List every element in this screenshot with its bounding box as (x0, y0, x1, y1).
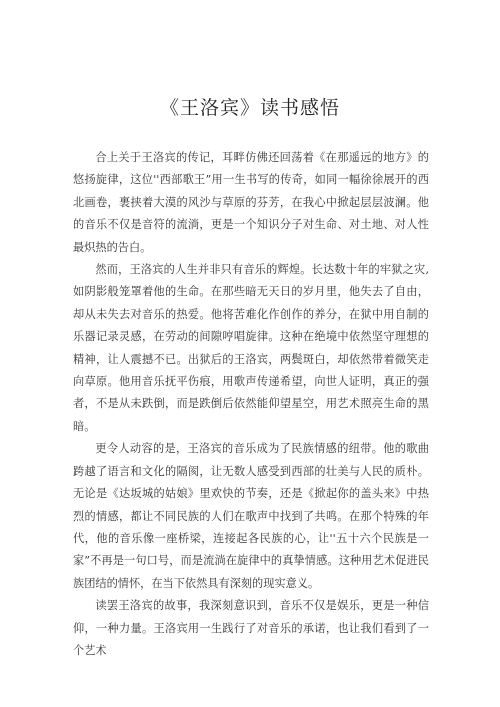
body-text (73, 147, 429, 662)
paragraph-3: 更令人动容的是，王洛宾的音乐成为了民族情感的纽带。他的歌曲跨越了语言和文化的隔阂，让无数人感受到西部的壮美与人民的质朴。无论是《达坂城的姑娘》里欢快的节奏，还是《掀起你的盖头来》中热烈的情感，都让不同民族的人们在歌声中找到了共鸣。在那个特殊的年代，他的音乐像一座桥梁，连接起各民族的心，让''五十六个民族是一家”不再是一句口号，而是流淌在旋律中的真挚情感。这种用艺术促进民族团结的情怀，在当下依然具有深刻的现实意义。 (73, 442, 429, 590)
paragraph-1: 合上关于王洛宾的传记，耳畔仿佛还回荡着《在那遥远的地方》的悠扬旋律，这位''西部歌王”用一生书写的传奇，如同一幅徐徐展开的西北画卷，裹挟着大漠的风沙与草原的芬芳，在我心中掀起层层波澜。他的音乐不仅是音符的流淌，更是一个知识分子对生命、对土地、对人性最炽热的告白。 (73, 151, 429, 254)
paragraph-2: 然而，王洛宾的人生并非只有音乐的辉煌。长达数十年的牢狱之灾,如阴影般笼罩着他的生命。在那些暗无天日的岁月里，他失去了自由，却从未失去对音乐的热爱。他将苦难化作创作的养分，在狱中用自制的乐器记录灵感，在劳动的间隙哼唱旋律。这种在绝境中依然坚守理想的精神，让人震撼不已。出狱后的王洛宾，两鬓斑白，却依然带着微笑走向草原。他用音乐抚平伤痕，用歌声传递希望，向世人证明，真正的强者，不是从未跌倒，而是跌倒后依然能仰望星空，用艺术照亮生命的黑暗。 (73, 263, 429, 433)
page-title: 《王洛宾》读书感悟 (159, 97, 340, 119)
paragraph-4: 读罢王洛宾的故事，我深刻意识到，音乐不仅是娱乐，更是一种信仰，一种力量。王洛宾用一生践行了对音乐的承诺，也让我们看到了一个艺术 (73, 599, 429, 657)
